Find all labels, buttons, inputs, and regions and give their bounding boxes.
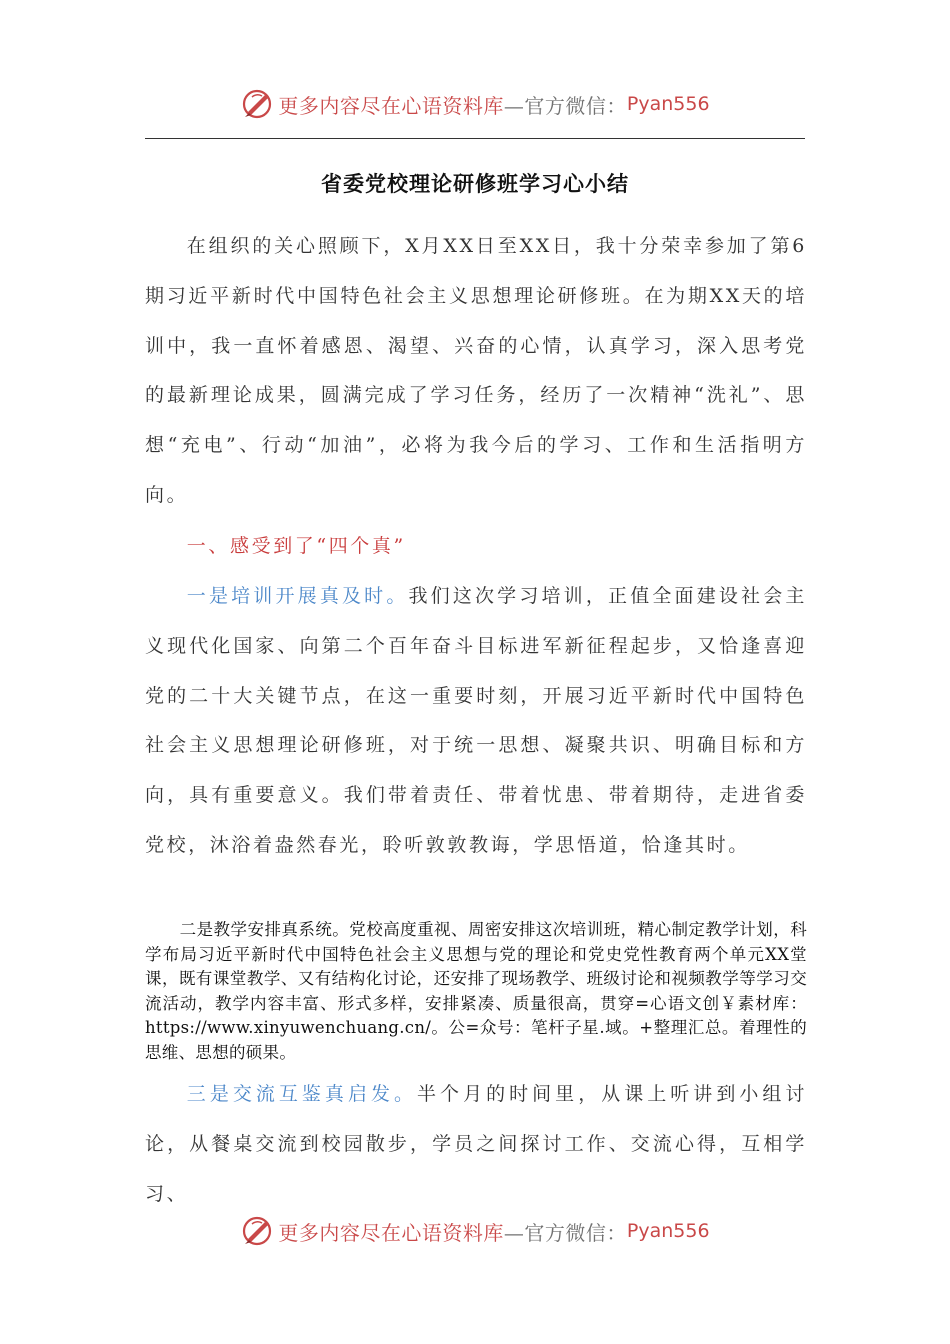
footer-banner bbox=[0, 1211, 950, 1251]
section-heading-1: 一、感受到了“四个真” bbox=[186, 535, 406, 557]
footer-site-name: 更多内容尽在心语资料库 bbox=[278, 1220, 504, 1245]
point-3-body: 半个月的时间里，从课上听讲到小组讨论，从餐桌交流到校园散步，学员之间探讨工作、交流心得，互相学习、 bbox=[145, 1083, 807, 1205]
point-1-lead: 一是培训开展真及时。 bbox=[186, 585, 409, 607]
point-2-paragraph: 二是教学安排真系统。党校高度重视、周密安排这次培训班，精心制定教学计划，科学布局习近平新时代中国特色社会主义思想与党的理论和党史党性教育两个单元XX堂课，既有课堂教学、又有结构化讨论，还安排了现场教学、班级讨论和视频教学等学习交流活动，教学内容丰富、形式多样，安排紧凑、质量很高，贯穿=心语文创￥素材库：https://www.xinyuwenchuang.cn/。公=众号：笔杆子星.域。+整理汇总。着理性的思维、思想的硕果。 bbox=[145, 920, 807, 1062]
point-1-body: 我们这次学习培训，正值全面建设社会主义现代化国家、向第二个百年奋斗目标进军新征程起步，又恰逢喜迎党的二十大关键节点，在这一重要时刻，开展习近平新时代中国特色社会主义思想理论研修班，对于统一思想、凝聚共识、明确目标和方向，具有重要意义。我们带着责任、带着忧患、带着期待，走进省委党校，沐浴着盎然春光，聆听敦敦教诲，学思悟道，恰逢其时。 bbox=[145, 585, 807, 856]
point-1-paragraph bbox=[145, 572, 807, 871]
intro-paragraph: 在组织的关心照顾下，X月XX日至XX日，我十分荣幸参加了第6期习近平新时代中国特色社会主义思想理论研修班。在为期XX天的培训中，我一直怀着感恩、渴望、兴奋的心情，认真学习，深入思考党的最新理论成果，圆满完成了学习任务，经历了一次精神“洗礼”、思想“充电”、行动“加油”，必将为我今后的学习、工作和生活指明方向。 bbox=[145, 235, 807, 506]
pen-logo-icon bbox=[240, 1214, 274, 1248]
banner-wechat-handle: Pyan556 bbox=[626, 93, 710, 115]
footer-wechat-label: —官方微信： bbox=[503, 1220, 627, 1245]
document-title: 省委党校理论研修班学习心小结 bbox=[321, 172, 629, 196]
banner-site-name: 更多内容尽在心语资料库 bbox=[278, 93, 504, 118]
point-3-paragraph bbox=[145, 1070, 807, 1219]
header-divider bbox=[145, 138, 805, 139]
banner-wechat-label: —官方微信： bbox=[503, 93, 627, 118]
pen-logo-icon bbox=[240, 87, 274, 121]
header-banner bbox=[0, 84, 950, 124]
footer-wechat-handle: Pyan556 bbox=[626, 1220, 710, 1242]
point-3-lead: 三是交流互鉴真启发。 bbox=[186, 1083, 418, 1105]
